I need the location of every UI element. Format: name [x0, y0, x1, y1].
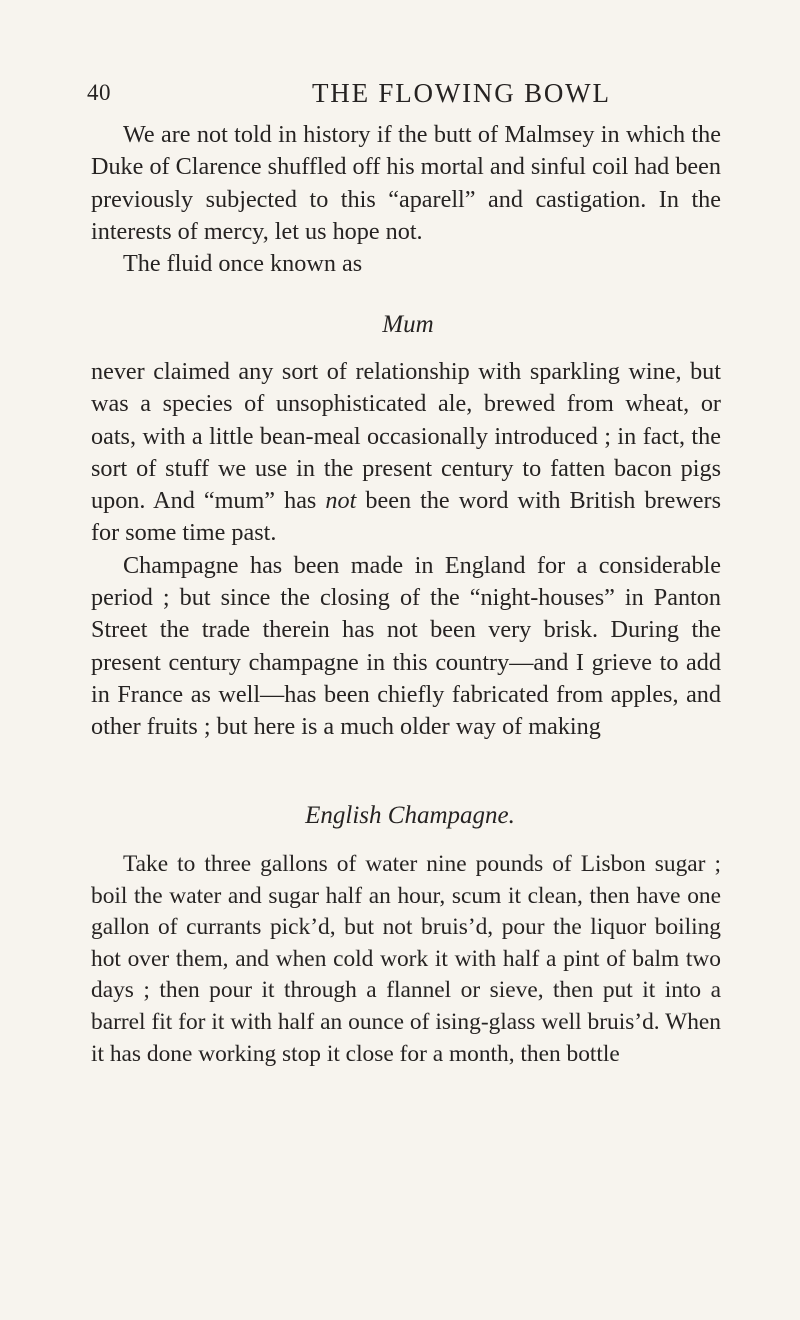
page-number: 40	[87, 80, 111, 105]
paragraph-intro-mum: The fluid once known as	[123, 250, 363, 278]
paragraph-mum	[91, 356, 721, 550]
page-header	[0, 78, 800, 118]
text-block-3	[91, 849, 721, 1070]
paragraph-malmsey: We are not told in history if the butt of Malmsey in which the Duke of Clarence shuffled off his mortal and sinful coil had been previously subjected to this “aparell” and castigation. In the interests of mercy, let us hope not.	[91, 121, 721, 245]
paragraph-mum-part-2: been the word with British brewers for some time past.	[91, 487, 721, 547]
text-block-1	[91, 119, 721, 280]
running-title: THE FLOWING BOWL	[312, 78, 611, 108]
paragraph-mum-part-1: never claimed any sort of relationship with sparkling wine, but was a species of unsophisticated ale, brewed from wheat, or oats, with a little bean-meal occasionally introduced ; in fact, the sort of stuff we use in the present century to fatten bacon pigs upon. And “mum” has	[91, 358, 721, 515]
section-heading-mum: Mum	[382, 311, 434, 338]
paragraph-recipe: Take to three gallons of water nine pounds of Lisbon sugar ; boil the water and sugar half an hour, scum it clean, then have one gallon of currants pick’d, but not bruis’d, pour the liquor boiling hot over them, and when cold work it with half a pint of balm two days ; then pour it through a flannel or sieve, then put it into a barrel fit for it with half an ounce of ising-glass well bruis’d. When it has done working stop it close for a month, then bottle	[91, 851, 721, 1067]
paragraph-mum-italic-not: not	[325, 487, 357, 515]
paragraph-champagne-history: Champagne has been made in England for a considerable period ; but since the closing of the “night-houses” in Panton Street the trade therein has not been very brisk. During the present century champagne in this country—and I grieve to add in France as well—has been chiefly fabricated from apples, and other fruits ; but here is a much older way of making	[91, 551, 721, 741]
text-block-2	[91, 356, 721, 744]
section-heading-english-champagne: English Champagne.	[305, 802, 515, 829]
